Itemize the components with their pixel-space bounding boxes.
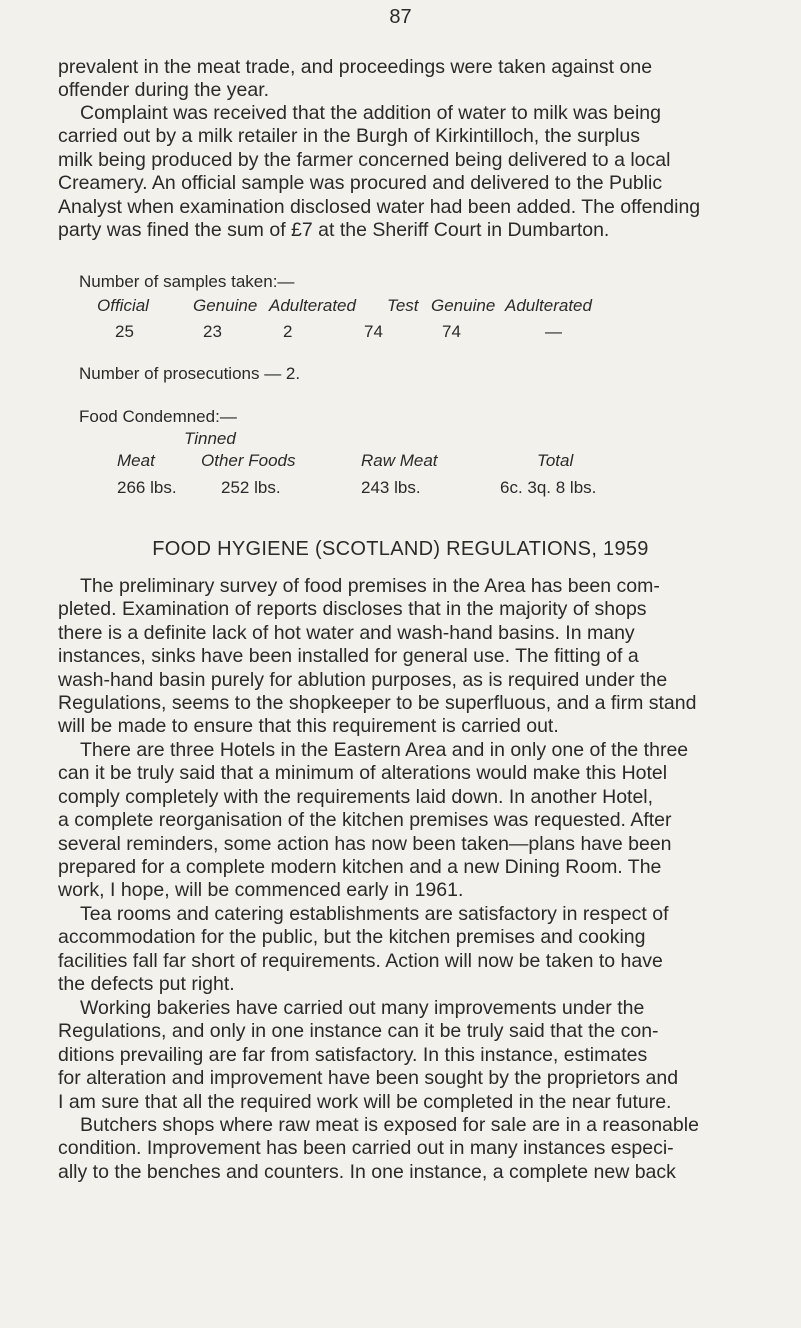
samples-value: 23 bbox=[203, 322, 222, 341]
food-header: Total bbox=[537, 451, 574, 470]
text-line: Analyst when examination disclosed water had been added. The offending bbox=[58, 195, 701, 218]
samples-value: 25 bbox=[115, 322, 134, 341]
text-line: pleted. Examination of reports discloses that in the majority of shops bbox=[58, 598, 647, 621]
text-line: Working bakeries have carried out many improvements under the bbox=[80, 997, 645, 1019]
text-line: facilities fall far short of requirements. Action will now be taken to have bbox=[58, 949, 663, 972]
section-heading: FOOD HYGIENE (SCOTLAND) REGULATIONS, 1959 bbox=[152, 538, 649, 560]
text-line: There are three Hotels in the Eastern Area and in only one of the three bbox=[80, 739, 689, 761]
text-line: Tea rooms and catering establishments are satisfactory in respect of bbox=[80, 903, 669, 925]
food-value: 266 lbs. bbox=[117, 478, 177, 497]
text-line: comply completely with the requirements laid down. In another Hotel, bbox=[58, 785, 654, 808]
food-condemned-table bbox=[0, 407, 801, 507]
samples-value: — bbox=[545, 322, 562, 341]
text-line: the defects put right. bbox=[58, 973, 235, 996]
survey-paragraph bbox=[58, 575, 750, 739]
food-header: Other Foods bbox=[201, 451, 296, 470]
text-line: instances, sinks have been installed for general use. The fitting of a bbox=[58, 645, 639, 668]
food-value: 243 lbs. bbox=[361, 478, 421, 497]
text-line: accommodation for the public, but the kitchen premises and cooking bbox=[58, 926, 646, 949]
samples-value: 74 bbox=[364, 322, 383, 341]
text-line: a complete reorganisation of the kitchen premises was requested. After bbox=[58, 809, 672, 832]
text-line: for alteration and improvement have been sought by the proprietors and bbox=[58, 1067, 679, 1090]
samples-header: Genuine bbox=[431, 296, 496, 315]
text-line: Complaint was received that the addition of water to milk was being bbox=[80, 102, 661, 124]
text-line: prepared for a complete modern kitchen and a new Dining Room. The bbox=[58, 856, 662, 879]
text-line: can it be truly said that a minimum of alterations would make this Hotel bbox=[58, 762, 668, 785]
text-line: Regulations, seems to the shopkeeper to be superfluous, and a firm stand bbox=[58, 692, 697, 715]
text-line: work, I hope, will be commenced early in 1961. bbox=[58, 879, 464, 902]
text-line: The preliminary survey of food premises in the Area has been com- bbox=[80, 575, 660, 597]
prosecutions-line bbox=[79, 364, 300, 384]
complaint-paragraph bbox=[58, 102, 750, 242]
samples-header: Test bbox=[387, 296, 419, 315]
text-line: there is a definite lack of hot water and wash-hand basins. In many bbox=[58, 621, 635, 644]
samples-header: Genuine bbox=[193, 296, 258, 315]
food-header: Meat bbox=[117, 451, 155, 470]
samples-value: 74 bbox=[442, 322, 461, 341]
text-line: Butchers shops where raw meat is exposed for sale are in a reasonable bbox=[80, 1114, 699, 1136]
text-line: offender during the year. bbox=[58, 79, 270, 102]
food-value: 6c. 3q. 8 lbs. bbox=[500, 478, 597, 497]
text-line: several reminders, some action has now been taken—plans have been bbox=[58, 832, 672, 855]
text-line: I am sure that all the required work will be completed in the near future. bbox=[58, 1090, 672, 1113]
text-line: party was fined the sum of £7 at the Sheriff Court in Dumbarton. bbox=[58, 219, 610, 242]
text-line: will be made to ensure that this requirement is carried out. bbox=[58, 715, 559, 738]
text-line: prevalent in the meat trade, and proceedings were taken against one bbox=[58, 56, 653, 78]
text-line: carried out by a milk retailer in the Burgh of Kirkintilloch, the surplus bbox=[58, 125, 641, 148]
food-subheader: Tinned bbox=[184, 429, 236, 448]
food-header: Raw Meat bbox=[361, 451, 438, 470]
food-value: 252 lbs. bbox=[221, 478, 281, 497]
text-line: ally to the benches and counters. In one instance, a complete new back bbox=[58, 1160, 676, 1183]
text-line: condition. Improvement has been carried out in many instances especi- bbox=[58, 1137, 674, 1160]
text-line: Regulations, and only in one instance can it be truly said that the con- bbox=[58, 1020, 659, 1043]
prosecutions-text: Number of prosecutions — 2. bbox=[79, 364, 301, 383]
intro-paragraph bbox=[58, 56, 750, 103]
samples-value: 2 bbox=[283, 322, 293, 341]
text-line: milk being produced by the farmer concerned being delivered to a local bbox=[58, 148, 671, 171]
food-label: Food Condemned:— bbox=[79, 407, 237, 426]
bakeries-paragraph bbox=[58, 997, 750, 1114]
page-number: 87 bbox=[389, 6, 412, 28]
samples-label: Number of samples taken:— bbox=[79, 272, 295, 291]
samples-header: Adulterated bbox=[505, 296, 592, 315]
text-line: Creamery. An official sample was procured and delivered to the Public bbox=[58, 172, 663, 195]
samples-table bbox=[0, 272, 801, 341]
butchers-paragraph bbox=[58, 1114, 750, 1184]
samples-header: Official bbox=[97, 296, 149, 315]
hotels-paragraph bbox=[58, 739, 750, 903]
text-line: ditions prevailing are far from satisfactory. In this instance, estimates bbox=[58, 1043, 648, 1066]
samples-header: Adulterated bbox=[269, 296, 356, 315]
text-line: wash-hand basin purely for ablution purposes, as is required under the bbox=[58, 668, 668, 691]
tea-rooms-paragraph bbox=[58, 903, 750, 997]
